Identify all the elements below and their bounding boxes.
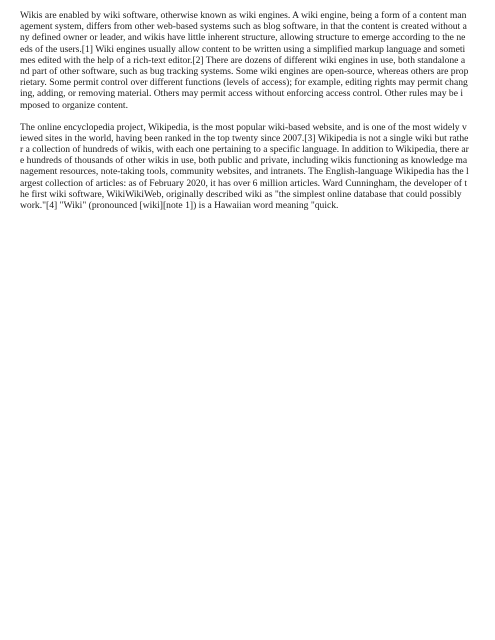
text-line: The online encyclopedia project, Wikipedia, is the most popular wiki-based website, and is one of the most widely v xyxy=(20,121,467,133)
text-line: work."[4] "Wiki" (pronounced [wiki][note 1]) is a Hawaiian word meaning "quick. xyxy=(20,200,339,211)
text-line: nd part of other software, such as bug tracking systems. Some wiki engines are open-source, whereas others are prop xyxy=(20,65,469,77)
text-line: argest collection of articles: as of February 2020, it has over 6 million articles. Ward Cunningham, the developer of t xyxy=(20,177,467,189)
text-line: iewed sites in the world, having been ranked in the top twenty since 2007.[3] Wikipedia is not a single wiki but rathe xyxy=(20,132,469,144)
text-line: agement system, differs from other web-based systems such as blog software, in that the content is created without a xyxy=(20,21,467,33)
document-page xyxy=(20,10,480,222)
text-line: mposed to organize content. xyxy=(20,99,128,111)
text-line: he first wiki software, WikiWikiWeb, originally described wiki as "the simplest online database that could possibly xyxy=(20,188,462,200)
paragraph-wiki-engines xyxy=(20,10,480,111)
text-line: ing, adding, or removing material. Others may permit access without enforcing access control. Other rules may be i xyxy=(20,88,464,100)
text-line: r a collection of hundreds of wikis, with each one pertaining to a specific language. In addition to Wikipedia, there ar xyxy=(20,144,469,156)
text-line: nagement resources, note-taking tools, community websites, and intranets. The English-language Wikipedia has the l xyxy=(20,166,469,178)
paragraph-wikipedia xyxy=(20,122,480,212)
text-line: ny defined owner or leader, and wikis have little inherent structure, allowing structure to emerge according to the ne xyxy=(20,32,466,44)
text-line: Wikis are enabled by wiki software, otherwise known as wiki engines. A wiki engine, being a form of a content man xyxy=(20,10,467,21)
text-line: mes edited with the help of a rich-text editor.[2] There are dozens of different wiki engines in use, both standalone a xyxy=(20,54,466,66)
text-line: e hundreds of thousands of other wikis in use, both public and private, including wikis functioning as knowledge ma xyxy=(20,155,468,167)
text-line: eds of the users.[1] Wiki engines usually allow content to be written using a simplified markup language and someti xyxy=(20,43,466,55)
text-line: rietary. Some permit control over different functions (levels of access); for example, editing rights may permit chang xyxy=(20,77,468,89)
